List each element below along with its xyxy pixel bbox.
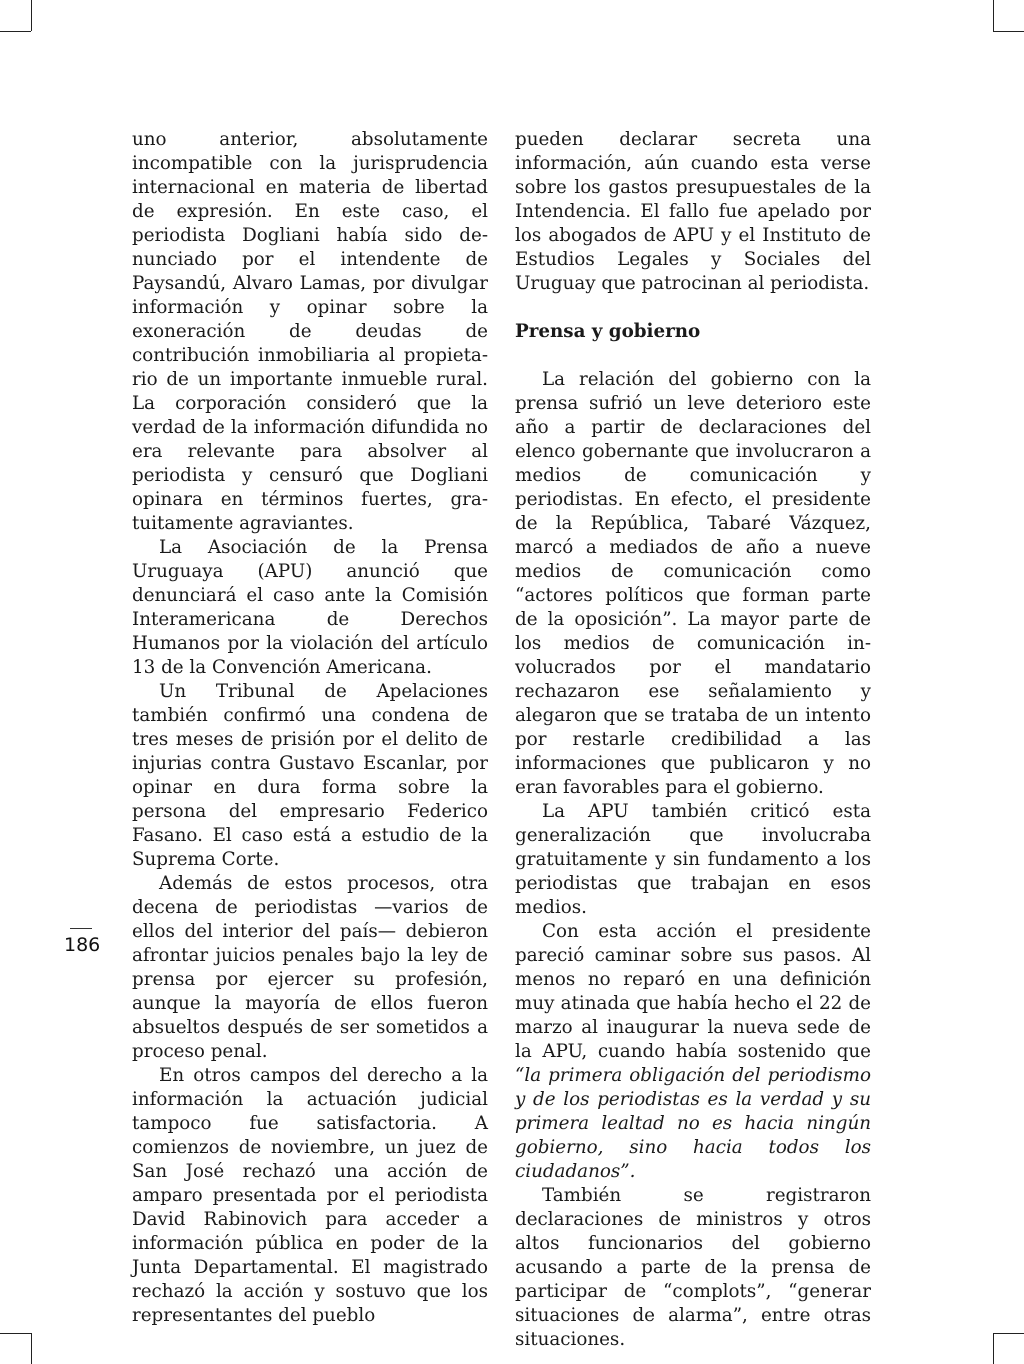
section-heading: Prensa y gobierno <box>515 321 701 342</box>
page-number-rule <box>70 928 92 929</box>
left-text-column <box>132 128 488 1328</box>
crop-mark-top-left <box>0 31 31 32</box>
paragraph: La APU también criticó esta generalización que involucraba gratuitamente y sin fundamento a los periodistas que trabajan en esos medios. <box>515 801 871 918</box>
right-text-column <box>515 128 871 1352</box>
crop-mark-bottom-right <box>993 1333 1024 1334</box>
paragraph: También se registraron declaraciones de ministros y otros altos funcionarios del gobierno acusando a parte de la prensa de participar de “complots”, “generar situaciones de alarma”, entre otras situaciones. <box>515 1185 871 1350</box>
paragraph: Además de estos procesos, otra decena de periodistas —varios de ellos del interior del país— debieron afrontar juicios penales bajo la ley de prensa por ejercer su profesión, aunque la mayoría de ellos fueron absueltos después de ser sometidos a proceso penal. <box>132 873 488 1062</box>
paragraph-text: Con esta acción el presidente pareció caminar sobre sus pasos. Al menos no reparó en una definición muy atinada que había hecho el 22 de marzo al inaugurar la nueva sede de la APU, cuando había sostenido que <box>515 921 871 1062</box>
crop-mark-bottom-left <box>0 1333 31 1334</box>
crop-mark-bottom-right <box>993 1333 994 1364</box>
crop-mark-bottom-left <box>31 1333 32 1364</box>
crop-mark-top-left <box>31 0 32 31</box>
paragraph: uno anterior, absolutamente incompatible con la jurisprudencia internacional en materia de libertad de expresión. En este caso, el periodista Dogliani había sido denunciado por el intendente de Paysandú, Alvaro Lamas, por divulgar información y opinar sobre la exoneración de deudas de contribución inmobiliaria al propietario de un importante inmueble rural. La corporación consideró que la verdad de la información difundida no era relevante para absolver al periodista y censuró que Dogliani opinara en términos fuertes, gratuitamente agraviantes. <box>132 129 488 534</box>
paragraph <box>515 920 871 1184</box>
crop-mark-top-right <box>993 0 994 31</box>
quotation: “la primera obligación del periodismo y de los periodistas es la verdad y su primera lealtad no es hacia ningún gobierno, sino hacia todos los ciudadanos”. <box>515 1065 871 1182</box>
page-number: 186 <box>64 934 101 956</box>
crop-mark-top-right <box>993 31 1024 32</box>
paragraph: En otros campos del derecho a la información la actuación judicial tampoco fue satisfactoria. A comienzos de noviembre, un juez de San José rechazó una acción de amparo presentada por el periodista David Rabinovich para acceder a información pública en poder de la Junta Departamental. El magistrado rechazó la acción y sostuvo que los representantes del pueblo <box>132 1065 488 1326</box>
paragraph: La Asociación de la Prensa Uruguaya (APU) anunció que denunciará el caso ante la Comisión Interamericana de Derechos Humanos por la violación del artículo 13 de la Convención Americana. <box>132 537 488 678</box>
paragraph: La relación del gobierno con la prensa sufrió un leve deterioro este año a partir de declaraciones del elenco gobernante que involucraron a medios de comunicación y periodistas. En efecto, el presidente de la República, Tabaré Vázquez, marcó a mediados de año a nueve medios de comunicación como “actores políticos que forman parte de la oposición”. La mayor parte de los medios de comunicación involucrados por el mandatario rechazaron ese señalamiento y alegaron que se trataba de un intento por restarle credibilidad a las informaciones que publicaron y no eran favorables para el gobierno. <box>515 369 871 798</box>
paragraph: pueden declarar secreta una información, aún cuando esta verse sobre los gastos presupuestales de la Intendencia. El fallo fue apelado por los abogados de APU y el Instituto de Estudios Legales y Sociales del Uruguay que patrocinan al periodista. <box>515 129 871 294</box>
paragraph: Un Tribunal de Apelaciones también confirmó una condena de tres meses de prisión por el delito de injurias contra Gustavo Escanlar, por opinar en dura forma sobre la persona del empresario Federico Fasano. El caso está a estudio de la Suprema Corte. <box>132 681 488 870</box>
